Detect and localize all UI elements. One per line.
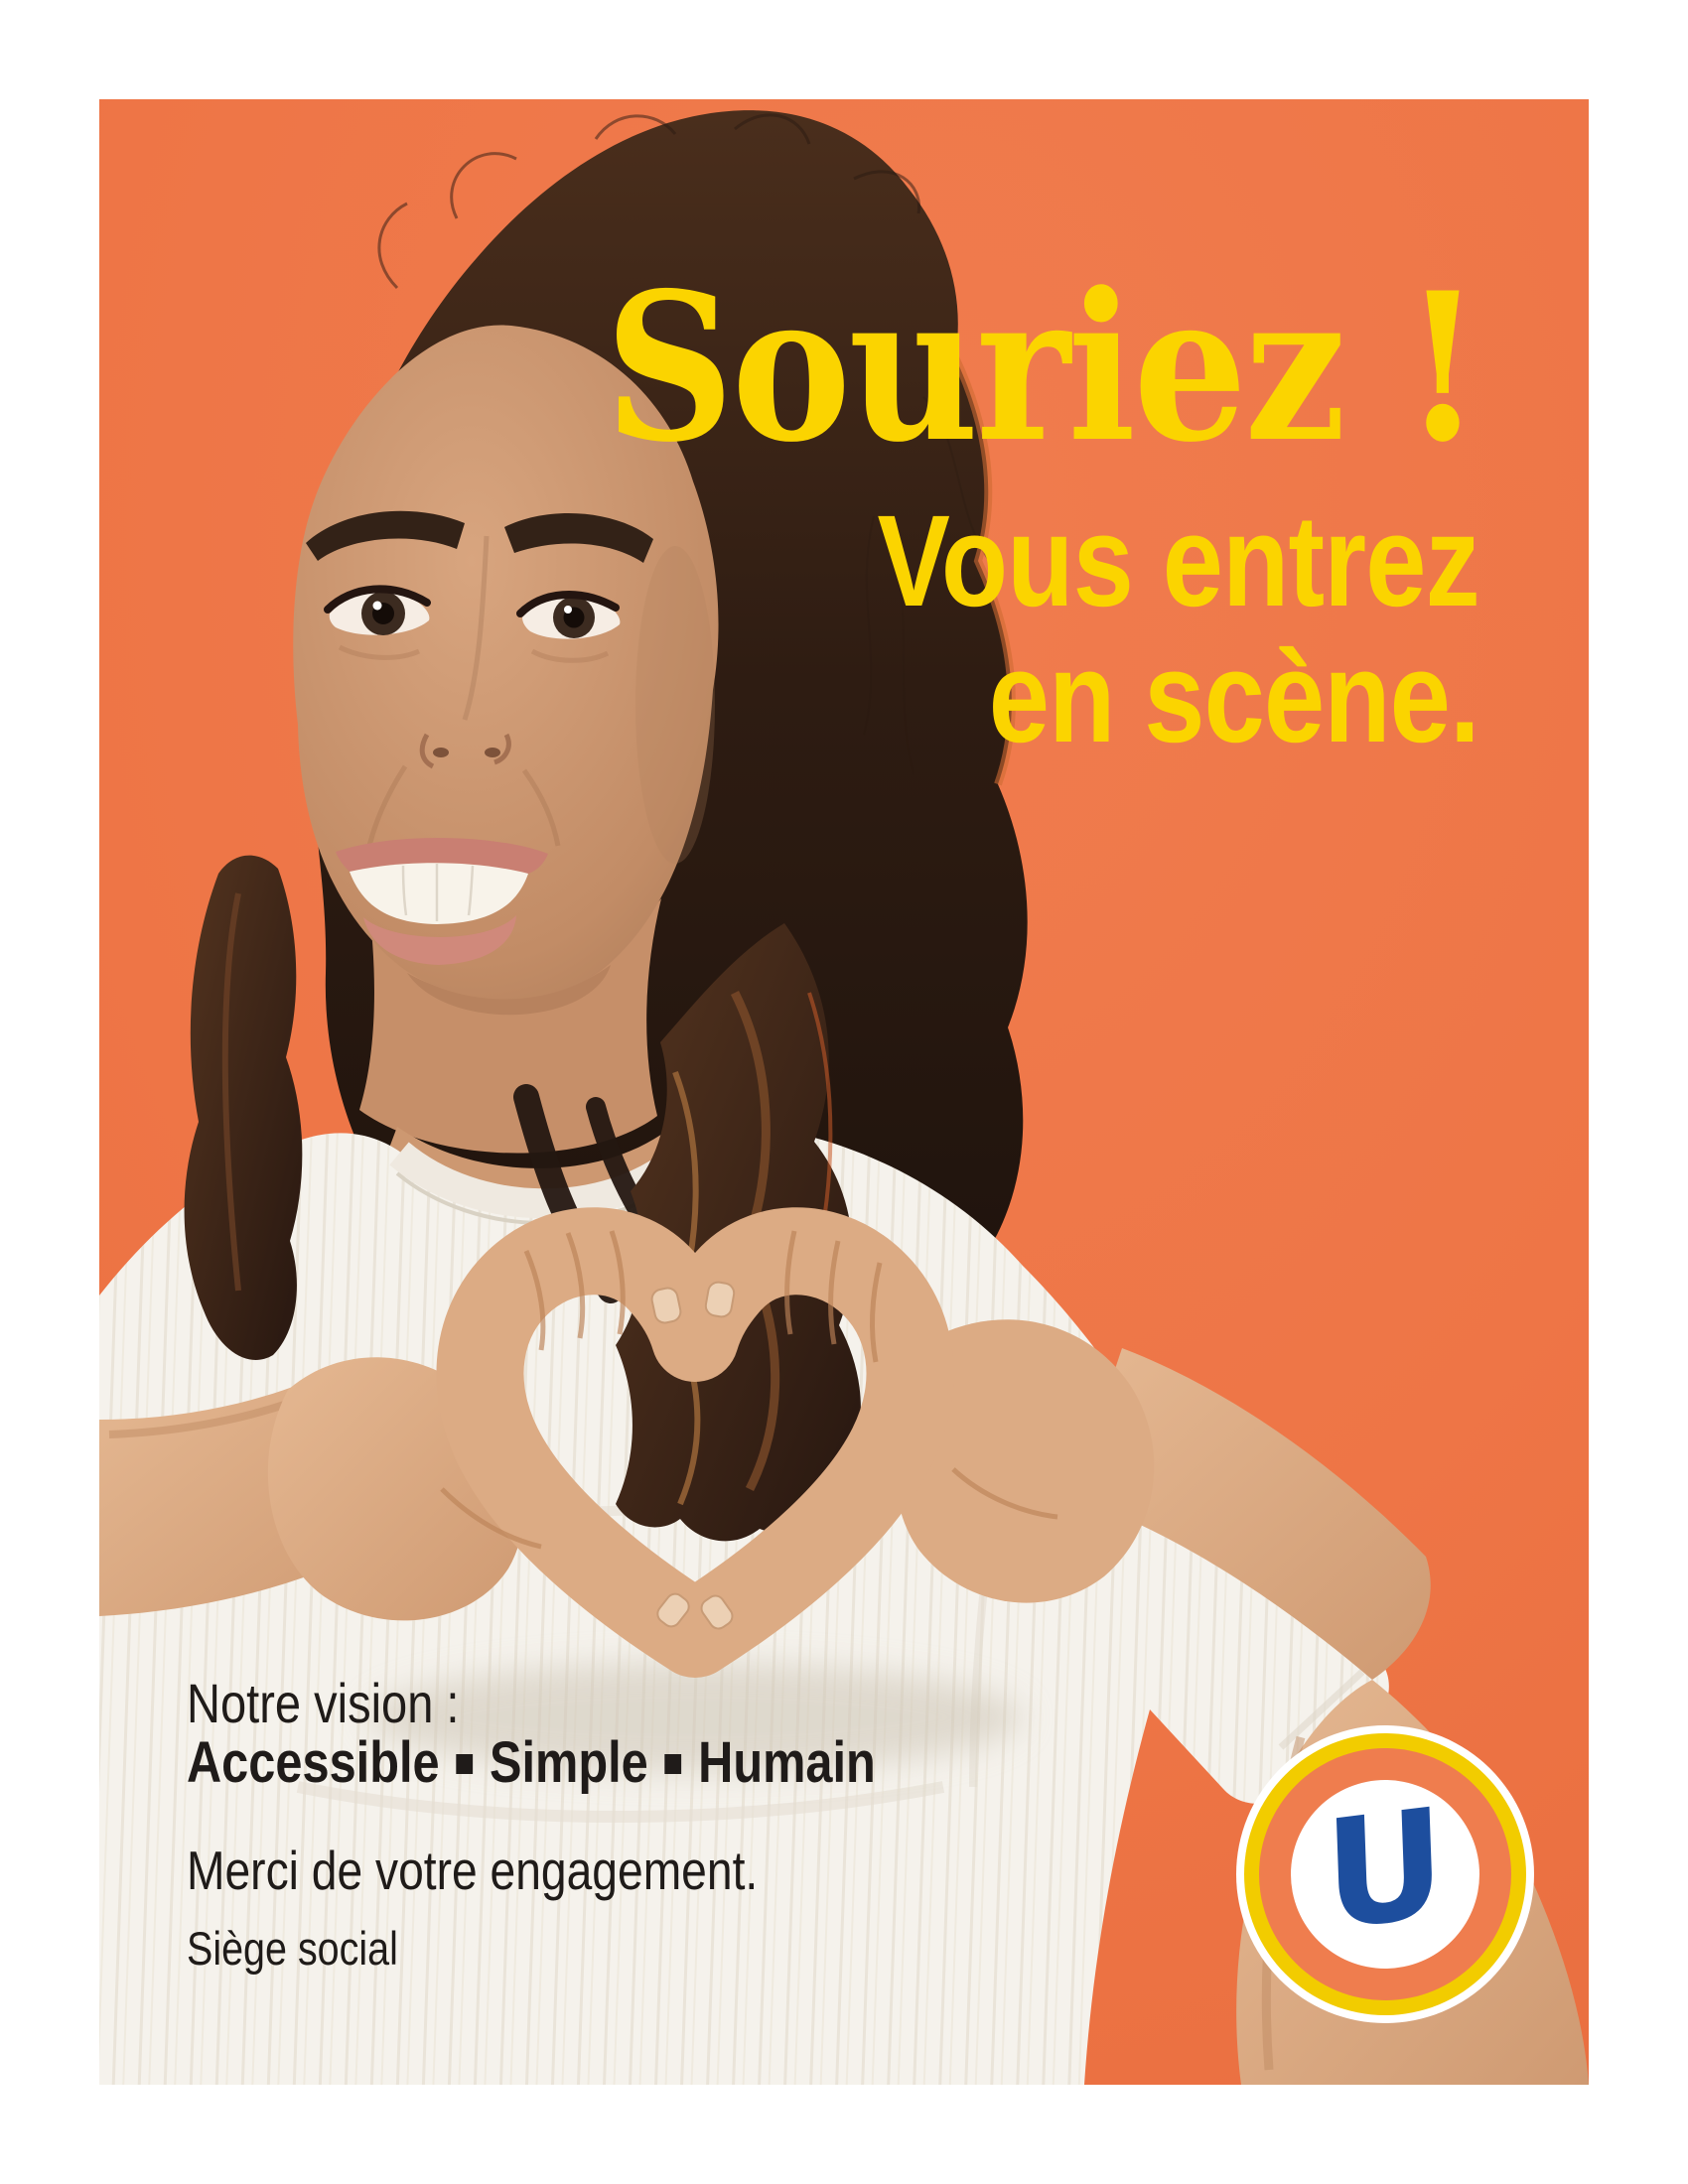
left-eye [328,589,429,635]
vision-values [187,1730,876,1795]
vision-value-simple: Simple [489,1730,648,1795]
square-bullet-icon [456,1754,473,1774]
subheadline-line2: en scène. [988,623,1479,769]
cheek-shading [635,546,715,864]
super-u-logo [1236,1725,1534,2023]
vision-value-humain: Humain [698,1730,876,1795]
footer-text: Siège social [187,1922,398,1975]
subheadline-line1: Vous entrez [877,487,1479,633]
thanks-text: Merci de votre engagement. [187,1840,759,1901]
logo-u-letter: U [1322,1776,1449,1965]
poster [99,99,1589,2085]
poster-subheadline [877,487,1479,769]
logo-white-disc [1291,1776,1479,1969]
right-eye [520,595,620,639]
hair-front-left [185,856,303,1360]
vision-label: Notre vision : [187,1672,460,1734]
vision-value-accessible: Accessible [187,1730,440,1795]
square-bullet-icon [665,1754,682,1774]
poster-headline: Souriez ! [605,249,1479,487]
